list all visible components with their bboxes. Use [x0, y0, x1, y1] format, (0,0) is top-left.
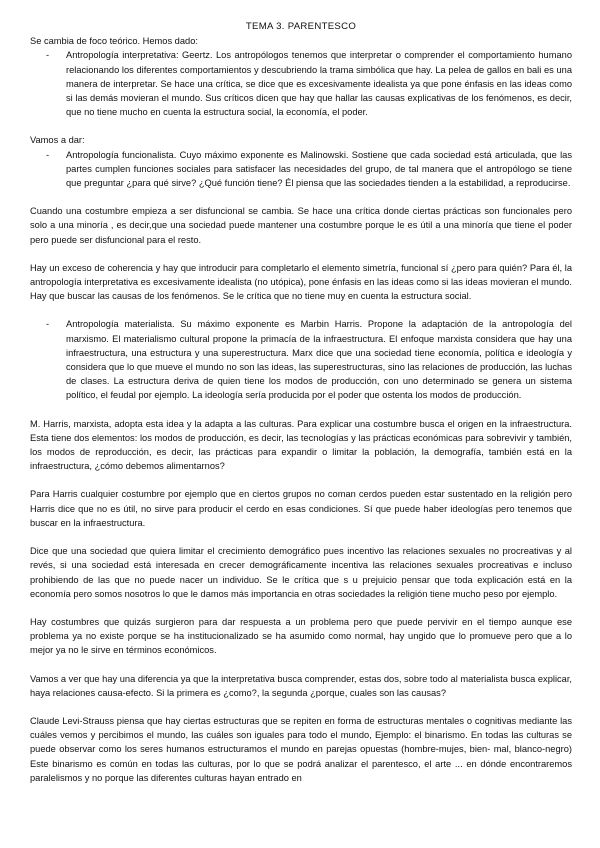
vamos-line: Vamos a dar: — [30, 135, 85, 146]
bullet-text: Antropología funcionalista. Cuyo máximo exponente es Malinowski. Sostiene que cada sociedad está articulada, que las partes cumplen funciones sociales para satisfacer las necesidades del grupo, de tal manera que el antropólogo se tiene que preguntar ¿para qué sirve? ¿Qué función tiene? Él piensa que las sociedades tienden a la estabilidad, a reproducirse. — [66, 149, 572, 189]
paragraph: Dice que una sociedad que quiera limitar el crecimiento demográfico pues incentivo las relaciones sexuales no procreativas y al revés, si una sociedad está interesada en crecer demográficamente incentiva las relaciones sexuales procreativas e incluso prohibiendo de las que no puede nacer un individuo. Se le crítica que s u prejuicio pensar que toda explicación está en la economía pero somos nosotros lo que le damos más importancia en otras sociedades la religión tiene mucho peso por ejemplo. — [30, 546, 572, 599]
bullet-text: Antropología materialista. Su máximo exponente es Marbin Harris. Propone la adaptación de la antropología del marxismo. El materialismo cultural propone la primacía de la infraestructura. El enfoque marxista considera que hay una infraestructura, una estructura y una superestructura. Marx dice que una sociedad tiene economía, política e ideología y considera que lo que mueve el mundo no son las ideas, las superestructuras, sino las relaciones de producción, las luchas de clases. La estructura deriva de quien tiene los modos de producción, con uno determinado se genera un sistema político, el feudal por ejemplo. La ideología sería producida por el poder que ostenta los modos de producción. — [66, 319, 572, 401]
bullet-dash: - — [46, 50, 50, 61]
paragraph: Vamos a ver que hay una diferencia ya que la interpretativa busca comprender, estas dos, sobre todo al materialista busca explicar, haya relaciones causa-efecto. Si la primera es ¿como?, la segunda ¿porque, cuales son las causas? — [30, 673, 572, 698]
paragraph: Para Harris cualquier costumbre por ejemplo que en ciertos grupos no coman cerdos pueden estar sustentado en la religión pero Harris dice que no es útil, no sirve para producir el cerdo en esas condiciones. Sí que puede haber ideologías pero tenemos que buscar en la infraestructura. — [30, 489, 572, 528]
paragraph: Cuando una costumbre empieza a ser disfuncional se cambia. Se hace una crítica donde ciertas prácticas son funcionales pero solo a una minoría , es decir,que una sociedad puede mantener una costumbre porque le es útil a una minoría que tiene el poder pero puede ser disfuncional para el resto. — [30, 206, 572, 245]
paragraph: Hay costumbres que quizás surgieron para dar respuesta a un problema pero que puede pervivir en el tiempo aunque ese problema ya no existe porque se ha institucionalizado se ha asumido como normal, hay ungido que lo promueve pero que a lo mejor ya no le sirve en términos económicos. — [30, 616, 572, 656]
bullet-dash: - — [46, 319, 50, 330]
page-title: TEMA 3. PARENTESCO — [245, 21, 357, 32]
paragraph: Claude Levi-Strauss piensa que hay ciertas estructuras que se repiten en forma de estructuras mentales o cognitivas mediante las cuáles vemos y percibimos el mundo, las cuáles son iguales para todo el mundo, Ejemplo: el binarismo. En todas las culturas se puede observar como los seres humanos estructuramos el mundo en parejas opuestas (hombre-mujes, bien- mal, blanco-negro) Este binarismo es común en todas las culturas, por lo que se podrá analizar el parentesco, el arte ... en dónde encontraremos paralelismos y no porque las diferentes culturas hayan entrado en — [30, 715, 572, 783]
list-item-materialista — [30, 317, 572, 402]
bullet-dash: - — [46, 149, 50, 160]
paragraph: Hay un exceso de coherencia y hay que introducir para completarlo el elemento simetría, funcional sí ¿pero para quién? Para él, la antropología interpretativa es excesivamente idealista (no utópica), pone énfasis en las ideas como si las ideas movieran el mundo. Hay que buscar las causas de los fenómenos. Se le crítica que no tiene muy en cuenta la estructura social. — [30, 262, 572, 302]
document-page — [30, 20, 572, 785]
list-item-funcionalista — [30, 148, 572, 191]
intro-line: Se cambia de foco teórico. Hemos dado: — [30, 36, 198, 47]
list-item-interpretativa — [30, 48, 572, 119]
bullet-text: Antropología interpretativa: Geertz. Los antropólogos tenemos que interpretar o comprender el comportamiento humano relacionando los diferentes comportamientos y descubriendo la trama simbólica que hay. La pelea de gallos en bali es una manera de interpretar. Se hace una crítica, se dice que es excesivamente idealista ya que pone énfasis en las ideas como si las demás movieran el mundo. Sus críticos dicen que hay que hallar las causas explicativas de los fenómenos, es decir, que no tiene mucho en cuenta la estructura social, la economía, el poder. — [66, 50, 572, 118]
paragraph: M. Harris, marxista, adopta esta idea y la adapta a las culturas. Para explicar una costumbre busca el origen en la infraestructura. Esta tiene dos elementos: los modos de producción, es decir, las tecnologías y las prácticas económicas para sobrevivir y también, los modos de reproducción, es decir, las prácticas para expandir o limitar la población, la demografía, también está en la infraestructura, ¿cómo debemos alimentarnos? — [30, 418, 572, 472]
